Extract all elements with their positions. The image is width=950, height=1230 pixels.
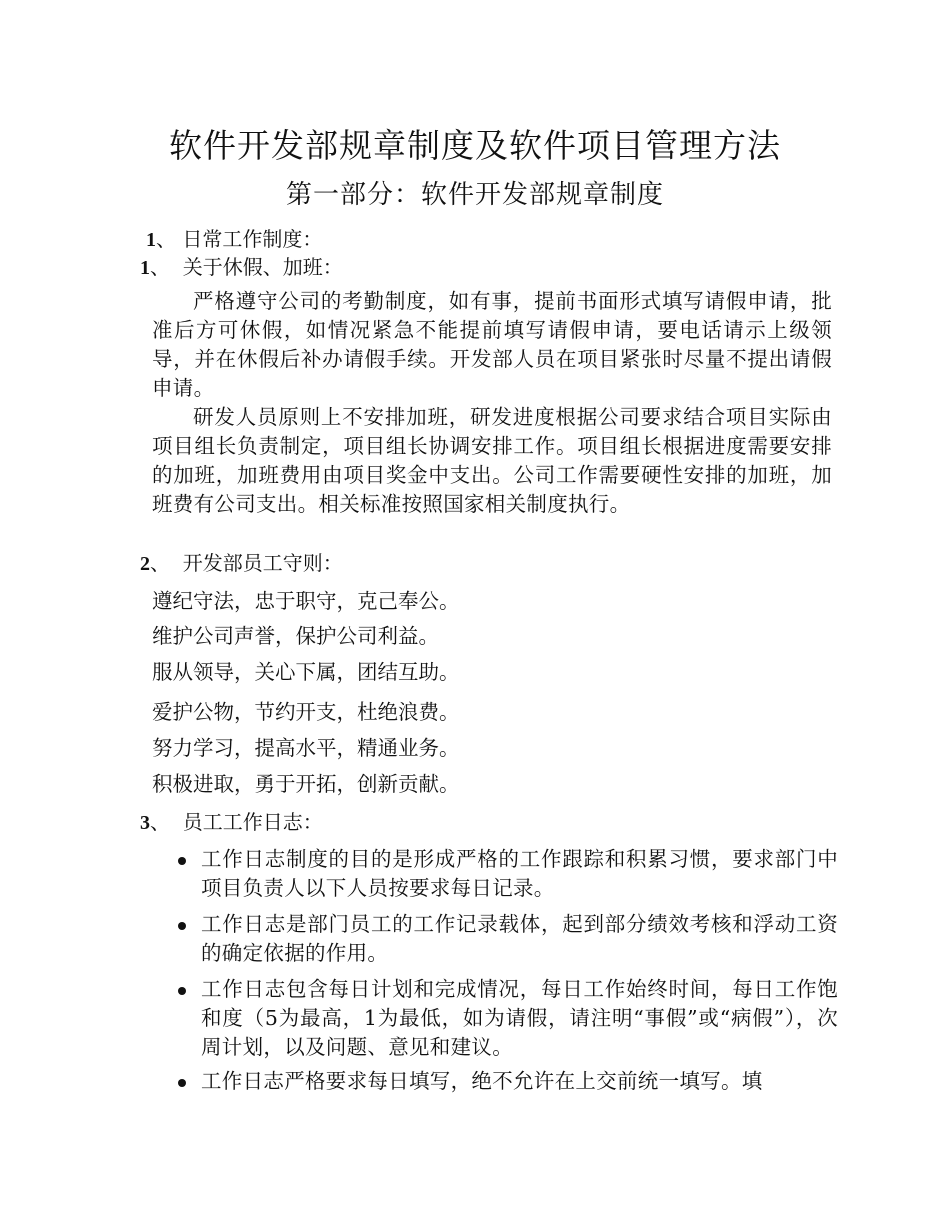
section-label: 开发部员工守则： [182, 551, 343, 575]
leave-policy-paragraph: 严格遵守公司的考勤制度，如有事，提前书面形式填写请假申请，批准后方可休假，如情况紧急不能提前填写请假申请，要电话请示上级领导，并在休假后补办请假手续。开发部人员在项目紧张时尽量不提出请假申请。 [152, 289, 832, 400]
section-separator: 、 [150, 551, 170, 575]
rule-item: 遵纪守法，忠于职守，克己奉公。 [152, 589, 460, 613]
bullet-item [178, 975, 838, 1062]
section-number: 2 [140, 553, 150, 575]
section-separator: 、 [150, 255, 170, 279]
bullet-text: 工作日志包含每日计划和完成情况，每日工作始终时间，每日工作饱和度（5为最高，1为最低，如为请假，请注明“事假”或“病假”），次周计划，以及问题、意见和建议。 [201, 977, 838, 1059]
rule-item: 服从领导，关心下属，团结互助。 [152, 660, 460, 684]
document-title: 软件开发部规章制度及软件项目管理方法 [169, 126, 781, 165]
bullet-text: 工作日志严格要求每日填写，绝不允许在上交前统一填写。填 [201, 1069, 763, 1093]
section-number: 3 [140, 812, 150, 834]
rule-item: 爱护公物，节约开支，杜绝浪费。 [152, 700, 460, 724]
bullet-icon [178, 987, 186, 995]
part-title: 第一部分：软件开发部规章制度 [285, 180, 664, 210]
section-label: 员工工作日志： [182, 810, 323, 834]
section-label: 关于休假、加班： [182, 255, 343, 279]
chapter-separator: 、 [156, 227, 176, 251]
bullet-icon [178, 922, 186, 930]
bullet-item [178, 910, 838, 968]
bullet-item [178, 845, 838, 903]
bullet-icon [178, 857, 186, 865]
bullet-text: 工作日志是部门员工的工作记录载体，起到部分绩效考核和浮动工资的确定依据的作用。 [201, 912, 838, 965]
rule-item: 努力学习，提高水平，精通业务。 [152, 736, 460, 760]
chapter-heading-1 [146, 224, 322, 255]
section-heading-2 [140, 548, 343, 579]
section-heading-3 [140, 807, 323, 838]
bullet-icon [178, 1079, 186, 1087]
chapter-label: 日常工作制度： [182, 227, 323, 251]
section-heading-1 [140, 252, 343, 283]
section-separator: 、 [150, 810, 170, 834]
chapter-number: 1 [146, 229, 156, 251]
overtime-policy-paragraph: 研发人员原则上不安排加班，研发进度根据公司要求结合项目实际由项目组长负责制定，项目组长协调安排工作。项目组长根据进度需要安排的加班，加班费用由项目奖金中支出。公司工作需要硬性安排的加班，加班费有公司支出。相关标准按照国家相关制度执行。 [152, 405, 832, 516]
rule-item: 维护公司声誉，保护公司利益。 [152, 624, 439, 648]
bullet-item [178, 1067, 838, 1096]
rule-item: 积极进取，勇于开拓，创新贡献。 [152, 772, 460, 796]
section-number: 1 [140, 257, 150, 279]
bullet-text: 工作日志制度的目的是形成严格的工作跟踪和积累习惯，要求部门中项目负责人以下人员按要求每日记录。 [201, 847, 838, 900]
